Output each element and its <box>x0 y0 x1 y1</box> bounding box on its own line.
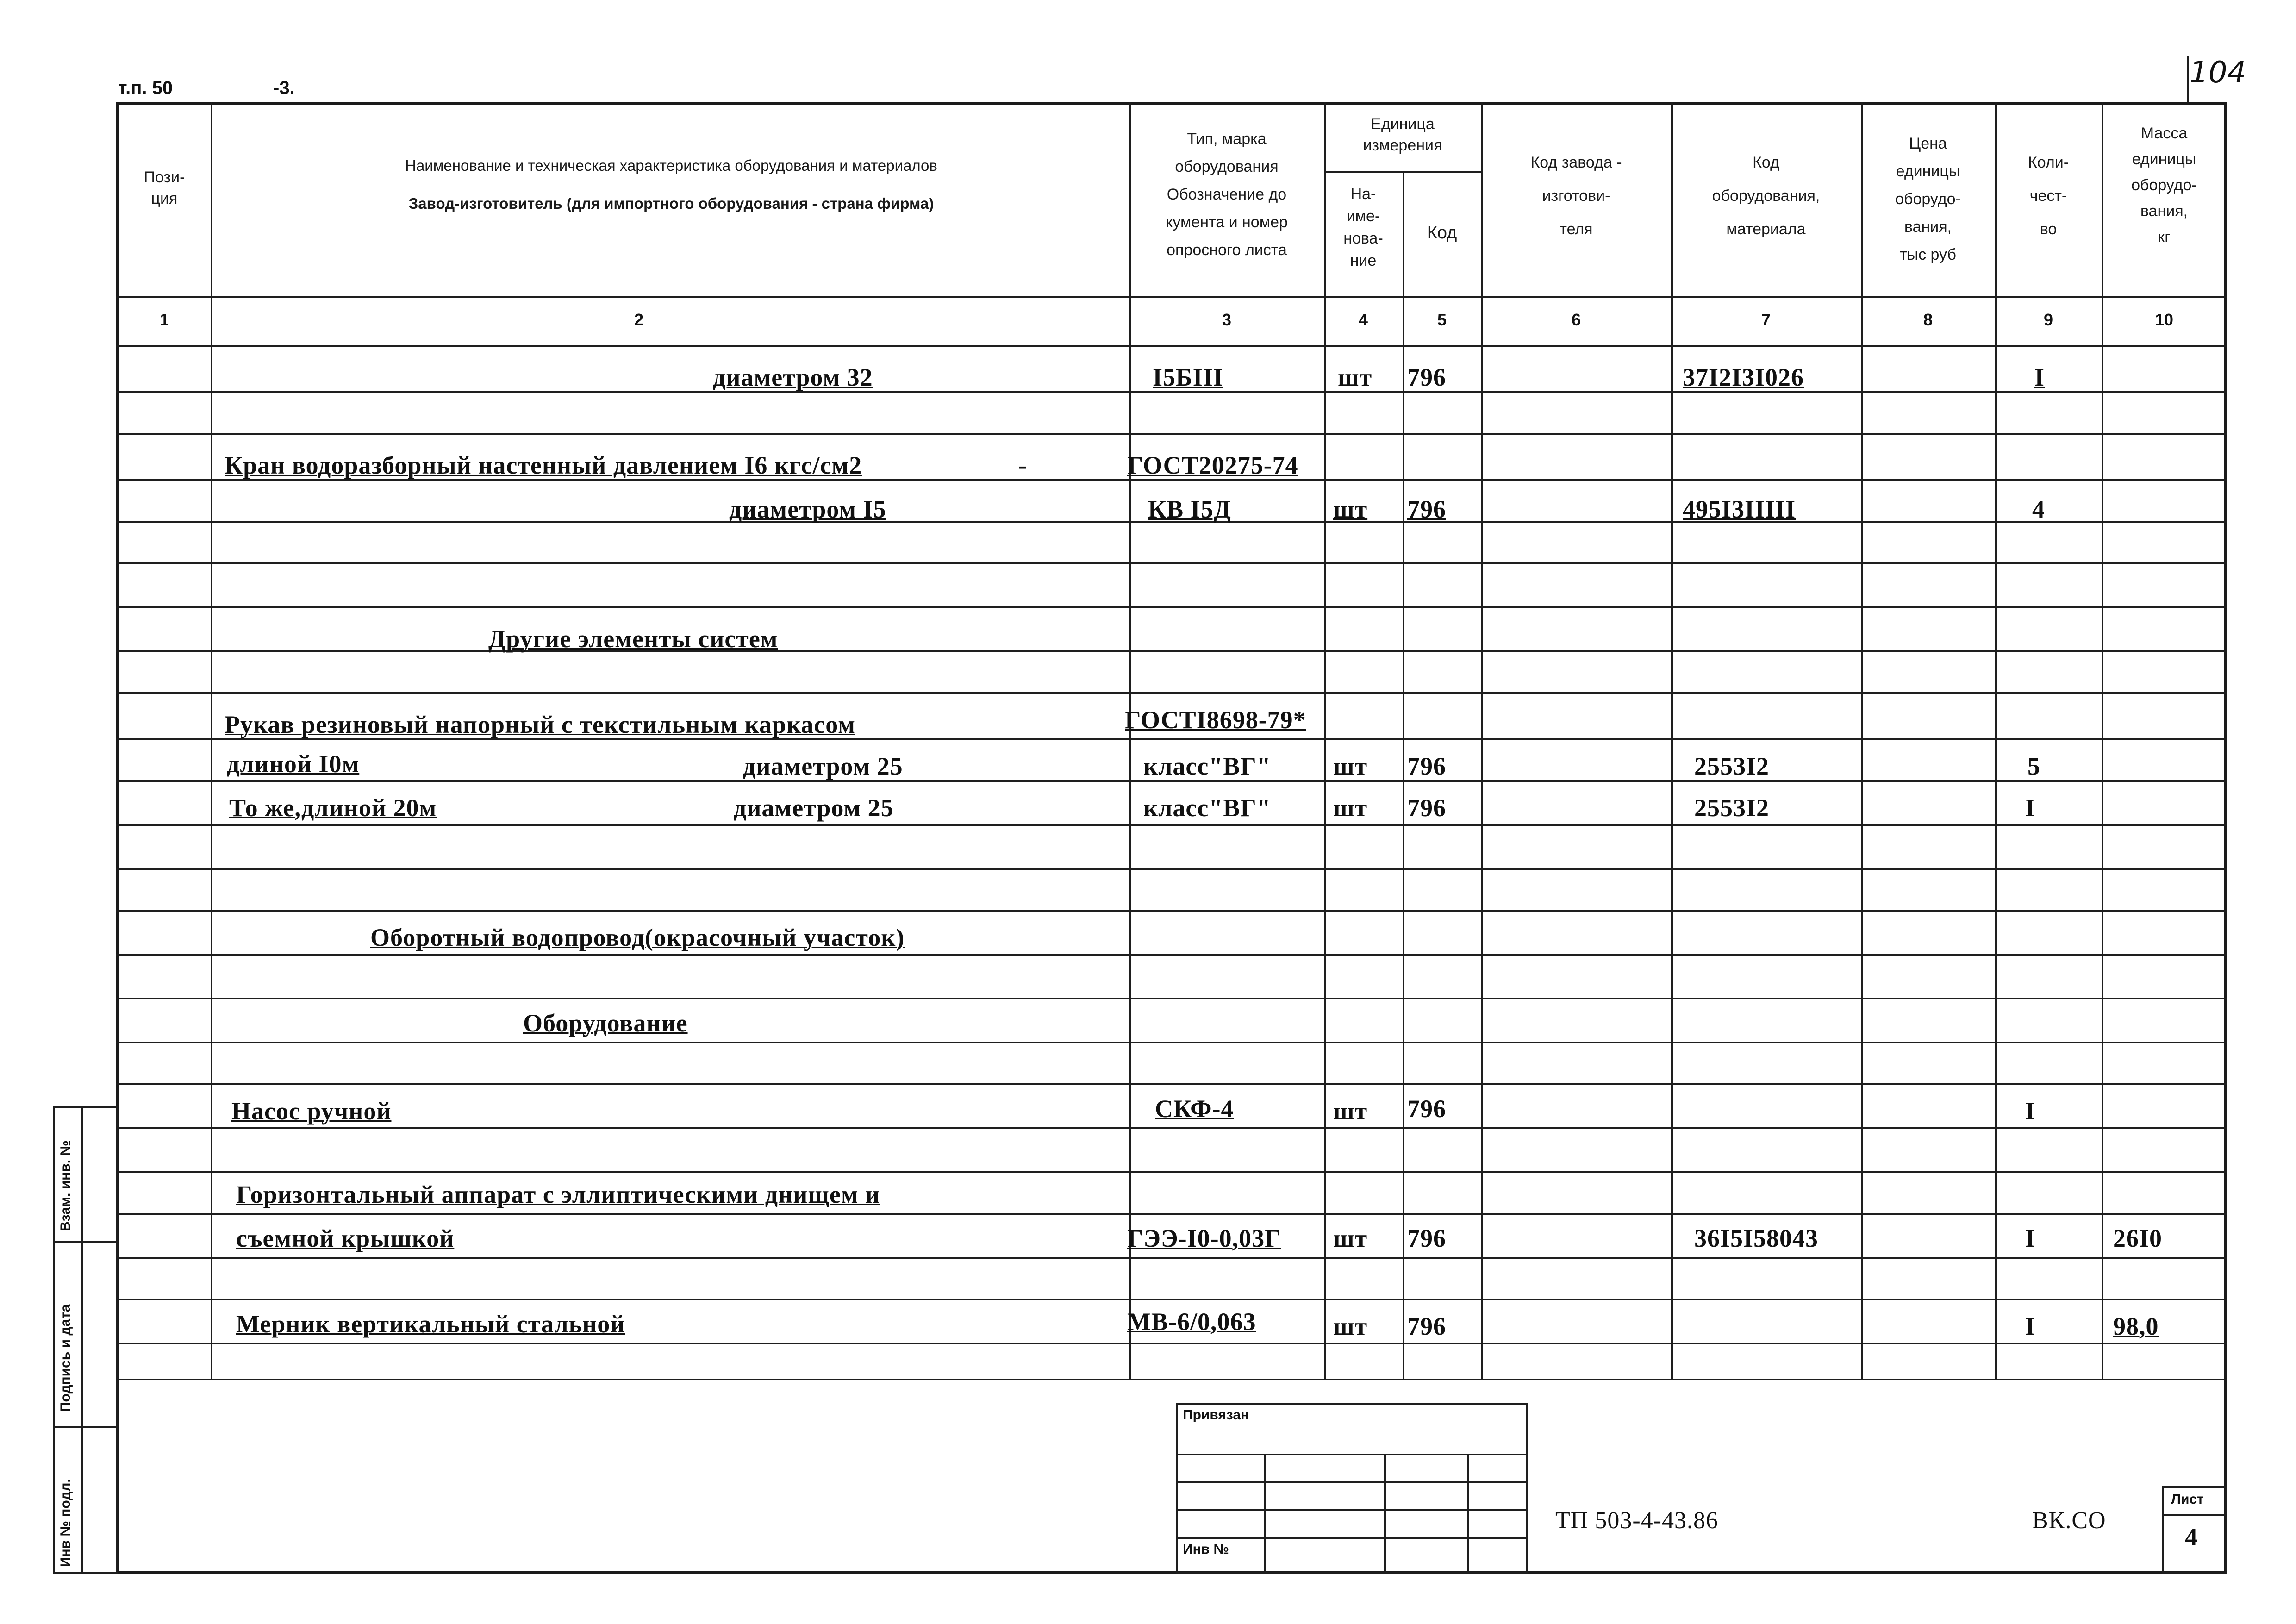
corner-page-number: 104 <box>2190 56 2246 90</box>
colnum-5: 5 <box>1437 310 1447 329</box>
row-line <box>116 1213 2227 1215</box>
row13-type: МВ-6/0,063 <box>1127 1308 1256 1336</box>
colnum-6: 6 <box>1571 310 1581 329</box>
stamp-line <box>1176 1509 1528 1511</box>
row12-code: 796 <box>1407 1224 1446 1252</box>
row-line <box>116 868 2227 870</box>
row7-equip-code: 2553I2 <box>1694 794 1770 822</box>
stamp-vline <box>1264 1454 1266 1574</box>
row1-code: 796 <box>1407 363 1446 391</box>
header-bottom-line <box>116 296 2227 298</box>
col-line-2 <box>1129 102 1131 1380</box>
colnum-bottom-line <box>116 345 2227 347</box>
section-circulating-water: Оборотный водопровод(окрасочный участок) <box>370 924 905 951</box>
stamp-line <box>1176 1454 1528 1455</box>
row13-mass: 98,0 <box>2113 1312 2159 1340</box>
row-line <box>116 606 2227 608</box>
row10-code: 796 <box>1407 1095 1446 1123</box>
colnum-9: 9 <box>2043 310 2053 329</box>
row-line <box>116 433 2227 435</box>
header-col2: Наименование и техническая характеристика оборудования и материалов Завод-изготовитель (для импортного оборудования - страна фирма) <box>405 157 937 212</box>
row3-code: 796 <box>1407 495 1446 523</box>
row6-type: класс"ВГ" <box>1143 752 1271 780</box>
colnum-10: 10 <box>2154 310 2174 329</box>
row-line <box>116 1042 2227 1043</box>
row11-name: Горизонтальный аппарат с эллиптическими днищем и <box>236 1181 880 1208</box>
header-col4: На- име- нова- ние <box>1343 185 1383 269</box>
row-line <box>116 650 2227 652</box>
col-line-6 <box>1671 102 1673 1380</box>
row1-qty: I <box>2034 363 2045 391</box>
section-other-elements: Другие элементы систем <box>488 625 778 653</box>
row5-name: Рукав резиновый напорный с текстильным каркасом <box>225 711 855 738</box>
row12-name: съемной крышкой <box>236 1224 455 1252</box>
colnum-8: 8 <box>1923 310 1933 329</box>
row6-name: длиной I0м <box>227 750 360 778</box>
row-line <box>116 692 2227 694</box>
stamp-line <box>1176 1537 1528 1539</box>
row-line <box>116 998 2227 999</box>
doc-code: ТП 503-4-43.86 <box>1555 1507 1718 1534</box>
table-body-bottom <box>116 1379 2227 1380</box>
header-col10: Масса единицы оборудо- вания, кг <box>2131 125 2197 246</box>
row3-name: диаметром I5 <box>729 495 886 523</box>
privyazan-label: Привязан <box>1183 1407 1249 1423</box>
row-line <box>116 1171 2227 1173</box>
side-stamp-line <box>53 1426 118 1428</box>
row10-unit: шт <box>1333 1097 1368 1125</box>
row12-type: ГЭЭ-I0-0,03Г <box>1127 1224 1281 1252</box>
row1-type: I5БIII <box>1153 363 1223 391</box>
col-line-8 <box>1995 102 1997 1380</box>
colnum-1: 1 <box>159 310 169 329</box>
row10-type: СКФ-4 <box>1155 1095 1234 1123</box>
sheet-number: 4 <box>2185 1523 2198 1551</box>
row2-dash: - <box>1018 451 1027 479</box>
top-ref: т.п. 50 <box>118 78 173 98</box>
col-line-1 <box>211 102 212 1380</box>
row12-unit: шт <box>1333 1224 1368 1252</box>
row-line <box>116 1343 2227 1344</box>
row-line <box>116 954 2227 956</box>
row-line <box>116 562 2227 564</box>
row-line <box>116 391 2227 393</box>
colnum-7: 7 <box>1761 310 1771 329</box>
col-line-7 <box>1861 102 1863 1380</box>
row1-name: диаметром 32 <box>713 363 873 391</box>
header-col6: Код завода - изготови- теля <box>1530 154 1622 238</box>
row13-qty: I <box>2025 1312 2036 1340</box>
header-col1: Пози- ция <box>144 169 185 207</box>
side-label-vzam: Взам. инв. № <box>58 1140 73 1231</box>
side-label-inv-podl: Инв № подл. <box>58 1479 73 1567</box>
doc-mark: ВК.СО <box>2032 1507 2106 1534</box>
row-line <box>116 1083 2227 1085</box>
colnum-4: 4 <box>1358 310 1368 329</box>
row12-equip-code: 36I5I58043 <box>1694 1224 1819 1252</box>
section-equipment: Оборудование <box>523 1009 688 1037</box>
row6-qty: 5 <box>2028 752 2040 780</box>
row6-code: 796 <box>1407 752 1446 780</box>
row10-name: Насос ручной <box>231 1097 392 1125</box>
row7-code: 796 <box>1407 794 1446 822</box>
inv-no-label: Инв № <box>1183 1542 1229 1557</box>
side-label-podpis: Подпись и дата <box>58 1304 73 1412</box>
row12-qty: I <box>2025 1224 2036 1252</box>
row5-type: ГОСТI8698-79* <box>1125 706 1306 734</box>
row-line <box>116 780 2227 782</box>
row3-qty: 4 <box>2032 495 2045 523</box>
colnum-2: 2 <box>634 310 644 329</box>
header-col5: Код <box>1427 223 1457 243</box>
header-col9: Коли- чест- во <box>2028 154 2069 238</box>
header-col8: Цена единицы оборудо- вания, тыс руб <box>1895 135 1961 263</box>
row7-qty: I <box>2025 794 2036 822</box>
col-line-4 <box>1403 171 1404 1380</box>
sheet-label: Лист <box>2171 1492 2204 1507</box>
stamp-vline <box>1467 1454 1469 1574</box>
row12-mass: 26I0 <box>2113 1224 2163 1252</box>
colnum-3: 3 <box>1222 310 1232 329</box>
row6-unit: шт <box>1333 752 1368 780</box>
stamp-vline <box>1384 1454 1386 1574</box>
row13-name: Мерник вертикальный стальной <box>236 1310 625 1338</box>
row1-equip-code: 37I2I3I026 <box>1683 363 1804 391</box>
row13-unit: шт <box>1333 1312 1368 1340</box>
row6-equip-code: 2553I2 <box>1694 752 1770 780</box>
top-ref-mark: -3. <box>273 78 295 98</box>
row2-type: ГОСТ20275-74 <box>1127 451 1298 479</box>
row-line <box>116 824 2227 826</box>
row13-code: 796 <box>1407 1312 1446 1340</box>
row-line <box>116 1257 2227 1259</box>
row-line <box>116 1299 2227 1300</box>
col-line-5 <box>1481 102 1483 1380</box>
row-line <box>116 910 2227 912</box>
side-stamp-line <box>53 1241 118 1243</box>
row1-unit: шт <box>1338 363 1373 391</box>
side-stamp-vline <box>81 1106 83 1574</box>
row7-unit: шт <box>1333 794 1368 822</box>
row7-name2: диаметром 25 <box>734 794 894 822</box>
sheet-line <box>2162 1514 2227 1516</box>
row2-name: Кран водоразборный настенный давлением I6 кгс/см2 <box>225 451 862 479</box>
stamp-line <box>1176 1481 1528 1483</box>
row-line <box>116 738 2227 740</box>
header-col7: Код оборудования, материала <box>1712 154 1820 238</box>
row3-equip-code: 495I3IIIII <box>1683 495 1796 523</box>
header-unit-title: Единица измерения <box>1363 115 1442 154</box>
row-line <box>116 1127 2227 1129</box>
row10-qty: I <box>2025 1097 2036 1125</box>
row3-unit: шт <box>1333 495 1368 523</box>
row7-type: класс"ВГ" <box>1143 794 1271 822</box>
col-line-9 <box>2102 102 2103 1380</box>
col-line-3 <box>1324 102 1326 1380</box>
header-col3: Тип, марка оборудования Обозначение до кумента и номер опросного листа <box>1166 130 1288 259</box>
row7-name: То же,длиной 20м <box>229 794 437 822</box>
row3-type: КВ I5Д <box>1148 495 1231 523</box>
row6-name2: диаметром 25 <box>743 752 903 780</box>
corner-tick <box>2187 56 2189 102</box>
row-line <box>116 479 2227 481</box>
